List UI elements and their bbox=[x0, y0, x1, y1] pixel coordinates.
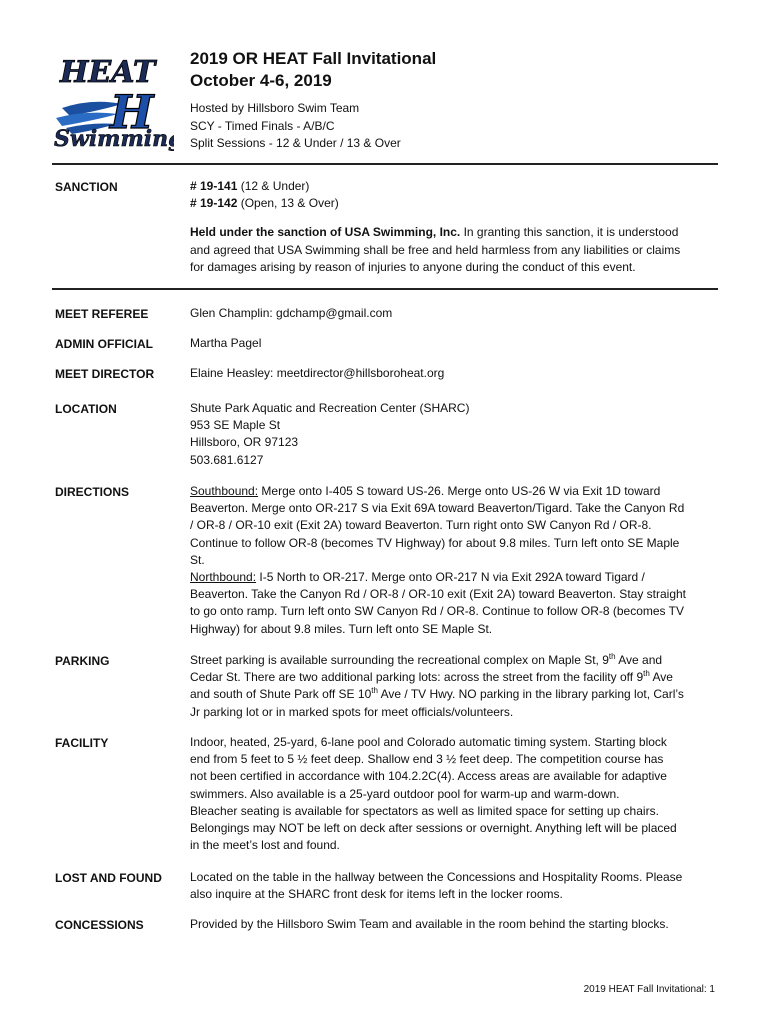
location-line: Hillsboro, OR 97123 bbox=[190, 435, 299, 450]
sanction-statement-bold: Held under the sanction of USA Swimming, Inc. bbox=[190, 225, 461, 240]
sanction-number-2-desc: (Open, 13 & Over) bbox=[237, 196, 339, 211]
facility-line: end from 5 feet to 5 ½ feet deep. Shallow end 3 ½ feet deep. The competition course has bbox=[190, 752, 664, 767]
facility-value bbox=[190, 734, 718, 854]
meet-sessions: Split Sessions - 12 & Under / 13 & Over bbox=[190, 136, 401, 150]
meet-dates: October 4-6, 2019 bbox=[190, 71, 332, 90]
sanction-statement-2: and agreed that USA Swimming shall be free and held harmless from any liabilities or claims bbox=[190, 242, 681, 257]
meet-title: 2019 OR HEAT Fall Invitational bbox=[190, 49, 437, 68]
facility-label: FACILITY bbox=[55, 736, 109, 750]
parking-text: Jr parking lot or in marked spots for meet officials/volunteers. bbox=[190, 704, 514, 719]
directions-line: St. bbox=[190, 552, 205, 567]
parking-text: Ave bbox=[649, 670, 673, 685]
directions-line: Beaverton. Merge onto OR-217 S via Exit 69A toward Beaverton/Tigard. Take the Canyon Rd bbox=[190, 501, 685, 516]
lost-and-found-label: LOST AND FOUND bbox=[55, 871, 162, 885]
directions-line: / OR-8 / OR-10 exit (Exit 2A) toward Beaverton. Turn right onto SW Canyon Rd / OR-8. bbox=[190, 518, 652, 533]
concessions-value: Provided by the Hillsboro Swim Team and available in the room behind the starting blocks. bbox=[190, 917, 669, 931]
directions-line: Highway) for about 9.8 miles. Turn left onto SE Maple St. bbox=[190, 621, 493, 636]
sanction-divider bbox=[52, 288, 718, 290]
meet-format: SCY - Timed Finals - A/B/C bbox=[190, 118, 335, 133]
referee-label: MEET REFEREE bbox=[55, 307, 149, 321]
header-divider bbox=[52, 163, 718, 165]
facility-line: swimmers. Also available is a 25-yard outdoor pool for warm-up and warm-down. bbox=[190, 786, 620, 801]
admin-official-label: ADMIN OFFICIAL bbox=[55, 337, 153, 351]
meet-host: Hosted by Hillsboro Swim Team bbox=[190, 101, 360, 115]
directions-line: I-5 North to OR-217. Merge onto OR-217 N via Exit 292A toward Tigard / bbox=[256, 570, 645, 585]
parking-text: Cedar St. There are two additional parking lots: across the street from the facility off 9 bbox=[190, 670, 644, 685]
northbound-label: Northbound: bbox=[190, 570, 257, 585]
facility-line: Indoor, heated, 25-yard, 6-lane pool and Colorado automatic timing system. Starting block bbox=[190, 735, 667, 749]
referee-value: Glen Champlin: gdchamp@gmail.com bbox=[190, 306, 393, 320]
sanction-statement-1: In granting this sanction, it is understood bbox=[460, 225, 679, 240]
sanction-number-1-desc: (12 & Under) bbox=[237, 179, 310, 193]
location-line: 953 SE Maple St bbox=[190, 418, 281, 433]
sanction-number-2: # 19-142 bbox=[190, 196, 238, 211]
svg-text:HEAT: HEAT bbox=[60, 55, 156, 90]
parking-text: and south of Shute Park off SE 10 bbox=[190, 687, 372, 702]
directions-line: to go onto ramp. Turn left onto SW Canyon Rd / OR-8. Continue to follow OR-8 (becomes TV bbox=[190, 604, 685, 619]
meet-director-value: Elaine Heasley: meetdirector@hillsboroheat.org bbox=[190, 366, 445, 380]
sanction-statement-3: for damages arising by reason of injuries to anyone during the conduct of this event. bbox=[190, 259, 636, 274]
facility-line: Bleacher seating is available for spectators as well as limited space for setting up chairs. bbox=[190, 803, 659, 818]
heat-swimming-logo bbox=[52, 48, 174, 152]
meet-director-label: MEET DIRECTOR bbox=[55, 367, 155, 381]
directions-label: DIRECTIONS bbox=[55, 485, 130, 499]
parking-text: Ave and bbox=[615, 653, 663, 667]
location-line: Shute Park Aquatic and Recreation Center (SHARC) bbox=[190, 401, 470, 415]
directions-line: Beaverton. Take the Canyon Rd / OR-8 / OR-10 exit (Exit 2A) toward Beaverton. Stay straight bbox=[190, 587, 687, 602]
sanction-value bbox=[190, 178, 718, 276]
ordinal-suffix: th bbox=[608, 652, 616, 661]
lost-and-found-value bbox=[190, 869, 718, 903]
parking-label: PARKING bbox=[55, 654, 110, 668]
directions-value bbox=[190, 483, 718, 638]
directions-line: Merge onto I-405 S toward US-26. Merge onto US-26 W via Exit 1D toward bbox=[258, 484, 661, 498]
admin-official-value: Martha Pagel bbox=[190, 336, 262, 350]
parking-text: Ave / TV Hwy. NO parking in the library parking lot, Carl’s bbox=[377, 687, 684, 702]
southbound-label: Southbound: bbox=[190, 484, 259, 498]
lost-and-found-line: Located on the table in the hallway between the Concessions and Hospitality Rooms. Please bbox=[190, 870, 683, 884]
page-footer: 2019 HEAT Fall Invitational: 1 bbox=[583, 984, 715, 995]
location-line: 503.681.6127 bbox=[190, 452, 264, 467]
sanction-label: SANCTION bbox=[55, 180, 118, 194]
svg-text:H: H bbox=[110, 85, 154, 139]
svg-text:Swimming: Swimming bbox=[54, 126, 174, 152]
facility-line: in the meet’s lost and found. bbox=[190, 838, 340, 853]
parking-value bbox=[190, 652, 718, 721]
location-label: LOCATION bbox=[55, 402, 117, 416]
meet-header bbox=[190, 48, 710, 153]
parking-text: Street parking is available surrounding the recreational complex on Maple St, 9 bbox=[190, 653, 609, 667]
lost-and-found-line: also inquire at the SHARC front desk for items left in the locker rooms. bbox=[190, 887, 563, 902]
location-value bbox=[190, 400, 718, 469]
ordinal-suffix: th bbox=[371, 686, 378, 696]
concessions-label: CONCESSIONS bbox=[55, 918, 144, 932]
ordinal-suffix: th bbox=[643, 669, 650, 679]
facility-line: not been certified in accordance with 104.2.2C(4). Access areas are available for adaptive bbox=[190, 769, 667, 784]
directions-line: Continue to follow OR-8 (becomes TV Highway) for about 9.8 miles. Turn left onto SE Maple bbox=[190, 535, 680, 550]
sanction-number-1: # 19-141 bbox=[190, 179, 238, 193]
facility-line: Belongings may NOT be left on deck after sessions or overnight. Anything left will be placed bbox=[190, 821, 677, 836]
